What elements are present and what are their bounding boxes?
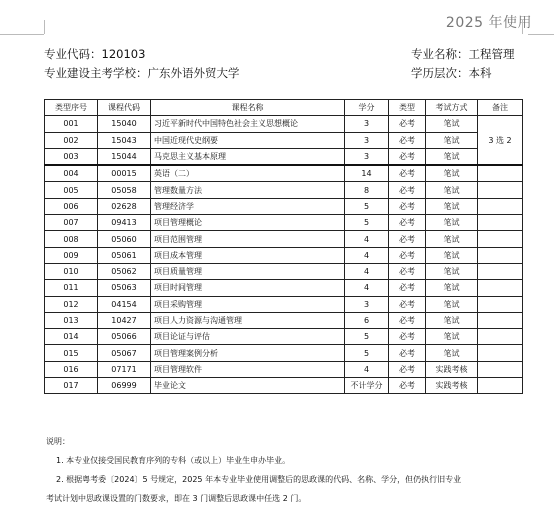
crop-mark	[528, 34, 554, 35]
cell-credit: 3	[345, 296, 389, 312]
cell-seq: 008	[45, 231, 98, 247]
cell-remark	[478, 182, 523, 198]
cell-type: 必考	[389, 148, 426, 165]
table-row	[45, 378, 523, 394]
table-row	[45, 280, 523, 296]
cell-seq: 013	[45, 312, 98, 328]
cell-credit: 5	[345, 198, 389, 214]
cell-type: 必考	[389, 198, 426, 214]
cell-remark	[478, 263, 523, 279]
cell-name: 管理经济学	[151, 198, 345, 214]
col-header-seq: 类型序号	[45, 100, 98, 116]
cell-type: 必考	[389, 116, 426, 132]
cell-remark	[478, 247, 523, 263]
cell-type: 必考	[389, 296, 426, 312]
cell-credit: 14	[345, 165, 389, 182]
cell-remark	[478, 329, 523, 345]
major-name: 专业名称：工程管理	[411, 47, 515, 61]
cell-remark	[478, 280, 523, 296]
cell-name: 项目管理概论	[151, 215, 345, 231]
cell-type: 必考	[389, 361, 426, 377]
cell-code: 07171	[98, 361, 151, 377]
cell-code: 09413	[98, 215, 151, 231]
table-row	[45, 312, 523, 328]
cell-seq: 010	[45, 263, 98, 279]
cell-code: 05062	[98, 263, 151, 279]
cell-exam: 笔试	[426, 231, 478, 247]
col-header-credit: 学分	[345, 100, 389, 116]
cell-exam: 笔试	[426, 263, 478, 279]
table-row	[45, 132, 523, 148]
note-item: 2. 根据粤考委〔2024〕5 号规定，2025 年本专业毕业使用调整后的思政课的代码、名称、学分，但仍执行旧专业	[56, 475, 462, 484]
cell-name: 管理数量方法	[151, 182, 345, 198]
cell-type: 必考	[389, 312, 426, 328]
cell-exam: 笔试	[426, 148, 478, 165]
col-header-type: 类型	[389, 100, 426, 116]
cell-remark	[478, 378, 523, 394]
cell-exam: 笔试	[426, 312, 478, 328]
table-row	[45, 231, 523, 247]
cell-name: 项目范围管理	[151, 231, 345, 247]
cell-seq: 002	[45, 132, 98, 148]
table-row	[45, 329, 523, 345]
cell-code: 05067	[98, 345, 151, 361]
cell-seq: 017	[45, 378, 98, 394]
table-row	[45, 247, 523, 263]
course-table	[44, 99, 523, 394]
cell-credit: 3	[345, 132, 389, 148]
crop-mark	[0, 34, 44, 35]
cell-seq: 007	[45, 215, 98, 231]
notes-title: 说明：	[46, 437, 70, 446]
cell-exam: 笔试	[426, 345, 478, 361]
cell-exam: 笔试	[426, 280, 478, 296]
cell-code: 00015	[98, 165, 151, 182]
cell-type: 必考	[389, 345, 426, 361]
cell-remark	[478, 312, 523, 328]
cell-exam: 笔试	[426, 198, 478, 214]
cell-remark	[478, 198, 523, 214]
cell-seq: 011	[45, 280, 98, 296]
cell-name: 项目管理案例分析	[151, 345, 345, 361]
cell-name: 项目管理软件	[151, 361, 345, 377]
cell-type: 必考	[389, 182, 426, 198]
cell-exam: 实践考核	[426, 361, 478, 377]
cell-code: 15044	[98, 148, 151, 165]
cell-code: 15043	[98, 132, 151, 148]
cell-code: 05066	[98, 329, 151, 345]
cell-exam: 笔试	[426, 329, 478, 345]
cell-seq: 006	[45, 198, 98, 214]
cell-code: 06999	[98, 378, 151, 394]
cell-seq: 016	[45, 361, 98, 377]
cell-name: 项目采购管理	[151, 296, 345, 312]
cell-exam: 笔试	[426, 132, 478, 148]
cell-seq: 014	[45, 329, 98, 345]
cell-type: 必考	[389, 231, 426, 247]
notes-section	[46, 432, 526, 508]
cell-credit: 6	[345, 312, 389, 328]
note-item-continuation: 考试计划中思政课设置的门数要求，即在 3 门调整后思政课中任选 2 门。	[46, 494, 307, 503]
cell-remark	[478, 231, 523, 247]
cell-type: 必考	[389, 329, 426, 345]
cell-exam: 笔试	[426, 247, 478, 263]
cell-name: 项目质量管理	[151, 263, 345, 279]
cell-seq: 015	[45, 345, 98, 361]
cell-seq: 012	[45, 296, 98, 312]
cell-credit: 不计学分	[345, 378, 389, 394]
cell-credit: 4	[345, 280, 389, 296]
cell-code: 10427	[98, 312, 151, 328]
table-row	[45, 215, 523, 231]
cell-exam: 笔试	[426, 296, 478, 312]
major-code: 专业代码：120103	[44, 47, 146, 61]
cell-type: 必考	[389, 263, 426, 279]
year-label: 2025 年使用	[445, 15, 532, 31]
cell-type: 必考	[389, 378, 426, 394]
crop-mark	[44, 20, 45, 34]
cell-seq: 003	[45, 148, 98, 165]
cell-exam: 实践考核	[426, 378, 478, 394]
cell-name: 中国近现代史纲要	[151, 132, 345, 148]
cell-credit: 8	[345, 182, 389, 198]
cell-type: 必考	[389, 165, 426, 182]
cell-type: 必考	[389, 132, 426, 148]
cell-credit: 3	[345, 116, 389, 132]
table-row	[45, 263, 523, 279]
cell-credit: 4	[345, 361, 389, 377]
table-row	[45, 116, 523, 132]
cell-credit: 3	[345, 148, 389, 165]
cell-remark	[478, 165, 523, 182]
cell-code: 05058	[98, 182, 151, 198]
cell-credit: 5	[345, 345, 389, 361]
cell-name: 毕业论文	[151, 378, 345, 394]
cell-name: 习近平新时代中国特色社会主义思想概论	[151, 116, 345, 132]
cell-name: 英语（二）	[151, 165, 345, 182]
cell-name: 项目成本管理	[151, 247, 345, 263]
col-header-name: 课程名称	[151, 100, 345, 116]
cell-credit: 4	[345, 231, 389, 247]
cell-exam: 笔试	[426, 116, 478, 132]
table-row	[45, 345, 523, 361]
cell-name: 项目论证与评估	[151, 329, 345, 345]
cell-code: 05061	[98, 247, 151, 263]
cell-remark: 3 选 2	[478, 116, 523, 165]
cell-seq: 004	[45, 165, 98, 182]
cell-credit: 5	[345, 215, 389, 231]
cell-credit: 5	[345, 329, 389, 345]
host-school: 专业建设主考学校：广东外语外贸大学	[44, 66, 240, 80]
table-row	[45, 182, 523, 198]
cell-credit: 4	[345, 247, 389, 263]
cell-seq: 005	[45, 182, 98, 198]
col-header-remark: 备注	[478, 100, 523, 116]
table-row	[45, 148, 523, 165]
cell-exam: 笔试	[426, 182, 478, 198]
cell-exam: 笔试	[426, 215, 478, 231]
col-header-exam: 考试方式	[426, 100, 478, 116]
table-header-row	[45, 100, 523, 116]
cell-name: 项目人力资源与沟通管理	[151, 312, 345, 328]
table-row	[45, 165, 523, 182]
cell-remark	[478, 215, 523, 231]
crop-mark	[522, 20, 523, 34]
cell-type: 必考	[389, 215, 426, 231]
cell-credit: 4	[345, 263, 389, 279]
col-header-code: 课程代码	[98, 100, 151, 116]
cell-remark	[478, 345, 523, 361]
cell-type: 必考	[389, 280, 426, 296]
cell-name: 马克思主义基本原理	[151, 148, 345, 165]
table-row	[45, 198, 523, 214]
cell-type: 必考	[389, 247, 426, 263]
table-row	[45, 361, 523, 377]
cell-code: 05060	[98, 231, 151, 247]
cell-remark	[478, 296, 523, 312]
cell-seq: 001	[45, 116, 98, 132]
table-row	[45, 296, 523, 312]
note-item: 1. 本专业仅接受国民教育序列的专科（或以上）毕业生申办毕业。	[56, 456, 291, 465]
cell-exam: 笔试	[426, 165, 478, 182]
cell-name: 项目时间管理	[151, 280, 345, 296]
degree-level: 学历层次：本科	[411, 66, 492, 80]
cell-code: 05063	[98, 280, 151, 296]
cell-code: 02628	[98, 198, 151, 214]
cell-remark	[478, 361, 523, 377]
cell-code: 15040	[98, 116, 151, 132]
cell-code: 04154	[98, 296, 151, 312]
cell-seq: 009	[45, 247, 98, 263]
